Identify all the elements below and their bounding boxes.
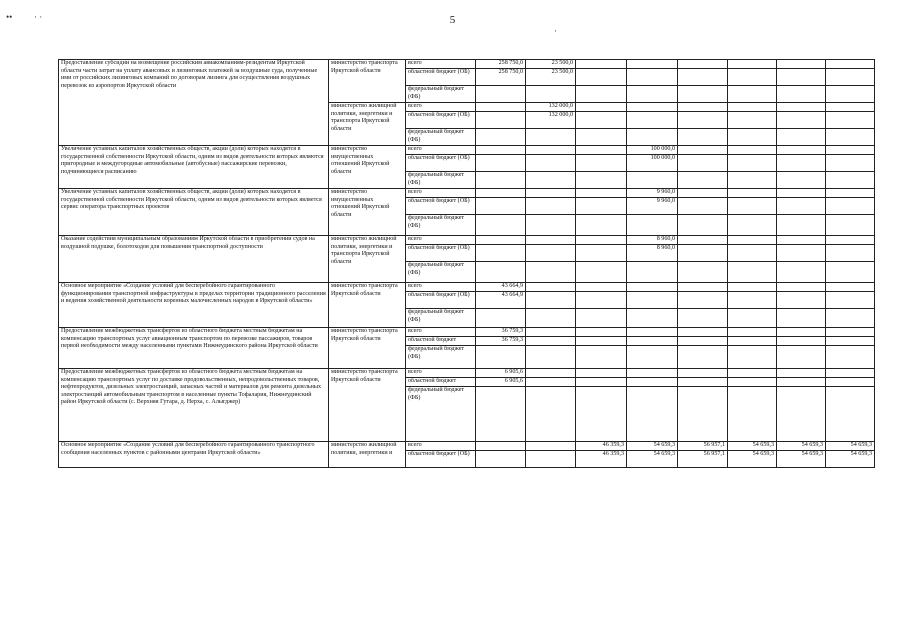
funding-source-cell: федеральный бюджет (ФБ) <box>406 262 476 283</box>
amount-cell <box>826 129 875 146</box>
amount-cell <box>826 69 875 86</box>
amount-cell <box>526 292 576 309</box>
amount-cell <box>678 262 728 283</box>
amount-cell: 258 750,0 <box>476 69 526 86</box>
amount-cell <box>576 103 627 112</box>
amount-cell <box>777 369 826 378</box>
amount-cell <box>476 172 526 189</box>
amount-cell <box>728 236 777 245</box>
funding-source-cell: областной бюджет <box>406 378 476 387</box>
amount-cell <box>576 236 627 245</box>
amount-cell: 54 659,3 <box>826 451 875 468</box>
amount-cell <box>576 172 627 189</box>
amount-cell <box>576 86 627 103</box>
amount-cell <box>476 103 526 112</box>
amount-cell <box>728 215 777 236</box>
amount-cell: 54 659,3 <box>728 442 777 451</box>
amount-cell <box>526 337 576 346</box>
amount-cell <box>576 387 627 442</box>
amount-cell: 54 659,3 <box>777 451 826 468</box>
amount-cell <box>678 309 728 328</box>
amount-cell <box>777 236 826 245</box>
amount-cell <box>728 112 777 129</box>
funding-source-cell: областной бюджет (ОБ) <box>406 245 476 262</box>
amount-cell <box>576 69 627 86</box>
amount-cell <box>826 155 875 172</box>
amount-cell <box>678 155 728 172</box>
amount-cell: 56 957,1 <box>678 451 728 468</box>
executor-cell: министерство транспорта Иркутской области <box>329 60 406 103</box>
amount-cell <box>627 129 678 146</box>
page-number: 5 <box>449 14 456 26</box>
executor-cell: министерство транспорта Иркутской области <box>329 369 406 442</box>
table-row <box>59 189 875 198</box>
funding-source-cell: областной бюджет (ОБ) <box>406 198 476 215</box>
measure-description: Предоставление межбюджетных трансфертов из областного бюджета местным бюджетам на компенсацию транспортных услуг по доставке продовольственных, непродовольственных товаров, нефтепродуктов, дизельных электростанций, запасных частей и материалов для ремонта дизельных электростанций автомобильным транспортом в населенные пункты Тофалария, Нижнеудинский район Иркутской области (с. Верхняя Гутара, д. Нерха, с. Алыгджер) <box>59 369 329 442</box>
amount-cell: 54 659,3 <box>777 442 826 451</box>
amount-cell <box>476 129 526 146</box>
amount-cell <box>777 86 826 103</box>
table-row <box>59 442 875 451</box>
amount-cell <box>526 442 576 451</box>
amount-cell <box>728 155 777 172</box>
table-row <box>59 60 875 69</box>
amount-cell <box>678 172 728 189</box>
amount-cell <box>728 60 777 69</box>
funding-source-cell: областной бюджет (ОБ) <box>406 155 476 172</box>
amount-cell <box>777 129 826 146</box>
executor-cell: министерство жилищной политики, энергетики и транспорта Иркутской области <box>329 103 406 146</box>
amount-cell <box>678 328 728 337</box>
amount-cell <box>826 198 875 215</box>
measure-description: Основное мероприятие «Создание условий для бесперебойного гарантированного функционирования транспортной инфраструктуры в пределах территории традиционного расселения и ведения хозяйственной деятельности коренных малочисленных народов в Иркутской области» <box>59 283 329 328</box>
amount-cell <box>576 112 627 129</box>
funding-source-cell: федеральный бюджет (ФБ) <box>406 172 476 189</box>
table-row <box>59 283 875 292</box>
amount-cell <box>777 215 826 236</box>
amount-cell <box>526 129 576 146</box>
amount-cell <box>576 337 627 346</box>
amount-cell <box>678 369 728 378</box>
amount-cell <box>526 369 576 378</box>
amount-cell <box>728 245 777 262</box>
amount-cell <box>627 346 678 369</box>
amount-cell <box>678 337 728 346</box>
amount-cell: 54 659,3 <box>728 451 777 468</box>
amount-cell <box>576 346 627 369</box>
amount-cell <box>728 337 777 346</box>
amount-cell <box>627 337 678 346</box>
amount-cell <box>777 60 826 69</box>
amount-cell <box>627 262 678 283</box>
amount-cell <box>777 309 826 328</box>
amount-cell <box>476 189 526 198</box>
budget-table <box>58 59 875 468</box>
funding-source-cell: федеральный бюджет (ФБ) <box>406 309 476 328</box>
table-body <box>59 60 875 468</box>
amount-cell <box>476 215 526 236</box>
amount-cell <box>627 112 678 129</box>
executor-cell: министерство жилищной политики, энергетики и <box>329 442 406 468</box>
amount-cell <box>728 69 777 86</box>
amount-cell <box>728 86 777 103</box>
amount-cell <box>728 283 777 292</box>
amount-cell <box>678 103 728 112</box>
amount-cell <box>678 378 728 387</box>
amount-cell <box>476 198 526 215</box>
amount-cell <box>826 283 875 292</box>
amount-cell <box>826 262 875 283</box>
amount-cell <box>826 103 875 112</box>
measure-description: Увеличение уставных капиталов хозяйственных обществ, акции (доли) которых находятся в государственной собственности Иркутской области, одним из видов деятельности которых являются пригородные и междугородные автомобильные (автобусные) пассажирские перевозки, подчиняющиеся расписанию <box>59 146 329 189</box>
funding-source-cell: всего <box>406 189 476 198</box>
amount-cell <box>678 86 728 103</box>
amount-cell <box>826 378 875 387</box>
amount-cell <box>526 86 576 103</box>
amount-cell <box>777 112 826 129</box>
amount-cell <box>728 129 777 146</box>
amount-cell <box>777 245 826 262</box>
amount-cell <box>826 146 875 155</box>
amount-cell <box>777 346 826 369</box>
amount-cell <box>476 112 526 129</box>
executor-cell: министерство транспорта Иркутской области <box>329 283 406 328</box>
amount-cell <box>576 198 627 215</box>
amount-cell: 54 659,3 <box>627 442 678 451</box>
amount-cell <box>576 262 627 283</box>
amount-cell <box>728 369 777 378</box>
amount-cell <box>476 146 526 155</box>
funding-source-cell: всего <box>406 328 476 337</box>
amount-cell <box>476 346 526 369</box>
amount-cell: 132 000,0 <box>526 103 576 112</box>
funding-source-cell: областной бюджет (ОБ) <box>406 292 476 309</box>
measure-description: Оказание содействия муниципальным образованиям Иркутской области в приобретении судов на воздушной подушке, болотоходов для повышения транспортной доступности <box>59 236 329 283</box>
amount-cell <box>678 215 728 236</box>
table-row <box>59 236 875 245</box>
amount-cell <box>678 283 728 292</box>
amount-cell <box>476 245 526 262</box>
amount-cell <box>526 155 576 172</box>
amount-cell <box>728 172 777 189</box>
funding-source-cell: всего <box>406 60 476 69</box>
amount-cell <box>576 309 627 328</box>
amount-cell <box>627 378 678 387</box>
amount-cell <box>476 309 526 328</box>
amount-cell <box>728 103 777 112</box>
funding-source-cell: федеральный бюджет (ФБ) <box>406 215 476 236</box>
amount-cell: 100 000,0 <box>627 155 678 172</box>
amount-cell <box>826 236 875 245</box>
scan-mark: · <box>554 26 557 36</box>
amount-cell <box>826 86 875 103</box>
amount-cell <box>777 328 826 337</box>
amount-cell <box>777 337 826 346</box>
amount-cell <box>526 346 576 369</box>
amount-cell <box>826 309 875 328</box>
amount-cell <box>678 112 728 129</box>
measure-description: Предоставление межбюджетных трансфертов из областного бюджета местным бюджетам на компенсацию транспортных услуг авиационным транспортом по перевозке пассажиров, товаров первой необходимости между населенными пунктами Нижнеудинского района Иркутской области <box>59 328 329 369</box>
amount-cell: 23 500,0 <box>526 60 576 69</box>
amount-cell <box>826 337 875 346</box>
amount-cell <box>826 387 875 442</box>
amount-cell: 54 659,3 <box>826 442 875 451</box>
funding-source-cell: всего <box>406 236 476 245</box>
amount-cell <box>777 189 826 198</box>
amount-cell <box>476 387 526 442</box>
funding-source-cell: всего <box>406 146 476 155</box>
amount-cell <box>826 328 875 337</box>
measure-description: Предоставление субсидии на возмещение российским авиакомпаниям-резидентам Иркутской области части затрат на уплату авансовых и лизинговых платежей за воздушные суда, полученные ими от российских лизинговых компаний по договорам лизинга для осуществления воздушных перевозок из аэропортов Иркутской области <box>59 60 329 146</box>
amount-cell: 8 960,0 <box>627 236 678 245</box>
amount-cell <box>777 378 826 387</box>
amount-cell <box>627 387 678 442</box>
amount-cell <box>728 387 777 442</box>
amount-cell <box>678 292 728 309</box>
amount-cell: 46 359,3 <box>576 442 627 451</box>
amount-cell <box>678 245 728 262</box>
amount-cell <box>627 172 678 189</box>
amount-cell <box>826 60 875 69</box>
amount-cell <box>627 283 678 292</box>
amount-cell <box>576 369 627 378</box>
amount-cell <box>678 60 728 69</box>
amount-cell <box>826 189 875 198</box>
amount-cell <box>777 262 826 283</box>
amount-cell <box>728 262 777 283</box>
amount-cell: 56 957,1 <box>678 442 728 451</box>
amount-cell: 9 960,0 <box>627 198 678 215</box>
scan-mark: •• <box>6 12 13 22</box>
amount-cell <box>526 451 576 468</box>
amount-cell <box>526 236 576 245</box>
amount-cell <box>576 189 627 198</box>
amount-cell <box>576 129 627 146</box>
amount-cell <box>678 198 728 215</box>
amount-cell <box>476 86 526 103</box>
amount-cell <box>826 215 875 236</box>
amount-cell <box>728 292 777 309</box>
amount-cell <box>627 60 678 69</box>
amount-cell <box>777 198 826 215</box>
funding-source-cell: федеральный бюджет (ФБ) <box>406 387 476 442</box>
amount-cell: 9 960,0 <box>627 189 678 198</box>
amount-cell <box>777 155 826 172</box>
amount-cell <box>627 369 678 378</box>
funding-source-cell: областной бюджет <box>406 337 476 346</box>
amount-cell <box>678 129 728 146</box>
table-row <box>59 369 875 378</box>
amount-cell <box>627 86 678 103</box>
amount-cell <box>526 215 576 236</box>
amount-cell <box>627 103 678 112</box>
amount-cell: 54 659,3 <box>627 451 678 468</box>
amount-cell <box>627 215 678 236</box>
executor-cell: министерство имущественных отношений Иркутской области <box>329 189 406 236</box>
executor-cell: министерство имущественных отношений Иркутской области <box>329 146 406 189</box>
amount-cell <box>476 236 526 245</box>
amount-cell: 258 750,0 <box>476 60 526 69</box>
amount-cell <box>777 292 826 309</box>
amount-cell <box>526 172 576 189</box>
amount-cell <box>627 69 678 86</box>
amount-cell: 6 905,6 <box>476 369 526 378</box>
amount-cell <box>526 198 576 215</box>
funding-source-cell: всего <box>406 369 476 378</box>
amount-cell: 36 759,3 <box>476 337 526 346</box>
funding-source-cell: областной бюджет (ОБ) <box>406 69 476 86</box>
amount-cell <box>777 146 826 155</box>
amount-cell <box>576 328 627 337</box>
funding-source-cell: федеральный бюджет (ФБ) <box>406 346 476 369</box>
amount-cell <box>777 69 826 86</box>
amount-cell <box>728 146 777 155</box>
amount-cell <box>576 292 627 309</box>
amount-cell <box>678 189 728 198</box>
amount-cell <box>826 112 875 129</box>
amount-cell <box>728 328 777 337</box>
amount-cell <box>476 451 526 468</box>
amount-cell <box>526 245 576 262</box>
amount-cell <box>576 283 627 292</box>
amount-cell <box>526 378 576 387</box>
amount-cell <box>576 155 627 172</box>
funding-source-cell: всего <box>406 442 476 451</box>
amount-cell <box>678 236 728 245</box>
amount-cell <box>526 262 576 283</box>
amount-cell <box>526 387 576 442</box>
table-row <box>59 328 875 337</box>
amount-cell <box>777 387 826 442</box>
amount-cell <box>476 262 526 283</box>
funding-source-cell: федеральный бюджет (ФБ) <box>406 86 476 103</box>
amount-cell: 43 664,9 <box>476 292 526 309</box>
amount-cell: 6 905,6 <box>476 378 526 387</box>
amount-cell <box>476 442 526 451</box>
amount-cell <box>728 309 777 328</box>
amount-cell <box>476 155 526 172</box>
amount-cell <box>678 387 728 442</box>
executor-cell: министерство жилищной политики, энергетики и транспорта Иркутской области <box>329 236 406 283</box>
executor-cell: министерство транспорта Иркутской области <box>329 328 406 369</box>
amount-cell <box>777 172 826 189</box>
funding-source-cell: областной бюджет (ОБ) <box>406 112 476 129</box>
amount-cell <box>576 215 627 236</box>
measure-description: Основное мероприятие «Создание условий для бесперебойного гарантированного транспортного сообщения населенных пунктов с районными центрами Иркутской области» <box>59 442 329 468</box>
amount-cell: 23 500,0 <box>526 69 576 86</box>
amount-cell <box>678 69 728 86</box>
amount-cell <box>576 245 627 262</box>
amount-cell <box>728 189 777 198</box>
amount-cell <box>526 283 576 292</box>
funding-source-cell: областной бюджет (ОБ) <box>406 451 476 468</box>
amount-cell: 43 664,9 <box>476 283 526 292</box>
amount-cell <box>576 60 627 69</box>
amount-cell <box>728 198 777 215</box>
amount-cell <box>526 146 576 155</box>
amount-cell: 132 000,0 <box>526 112 576 129</box>
amount-cell <box>826 369 875 378</box>
table-row <box>59 146 875 155</box>
funding-source-cell: всего <box>406 103 476 112</box>
amount-cell <box>526 328 576 337</box>
funding-source-cell: всего <box>406 283 476 292</box>
amount-cell <box>777 283 826 292</box>
measure-description: Увеличение уставных капиталов хозяйственных обществ, акции (доли) которых находятся в государственной собственности Иркутской области, одним из видов деятельности которых является сервис оператора транспортных проектов <box>59 189 329 236</box>
amount-cell <box>826 346 875 369</box>
amount-cell: 46 359,3 <box>576 451 627 468</box>
amount-cell <box>826 245 875 262</box>
amount-cell <box>728 378 777 387</box>
amount-cell <box>526 189 576 198</box>
funding-source-cell: федеральный бюджет (ФБ) <box>406 129 476 146</box>
amount-cell <box>627 328 678 337</box>
amount-cell <box>678 146 728 155</box>
amount-cell: 36 759,3 <box>476 328 526 337</box>
amount-cell: 8 960,0 <box>627 245 678 262</box>
amount-cell <box>826 172 875 189</box>
amount-cell <box>627 309 678 328</box>
amount-cell <box>777 103 826 112</box>
amount-cell <box>627 292 678 309</box>
scan-mark: · · <box>34 12 43 22</box>
amount-cell: 100 000,0 <box>627 146 678 155</box>
amount-cell <box>826 292 875 309</box>
amount-cell <box>678 346 728 369</box>
amount-cell <box>576 146 627 155</box>
amount-cell <box>526 309 576 328</box>
amount-cell <box>728 346 777 369</box>
amount-cell <box>576 378 627 387</box>
